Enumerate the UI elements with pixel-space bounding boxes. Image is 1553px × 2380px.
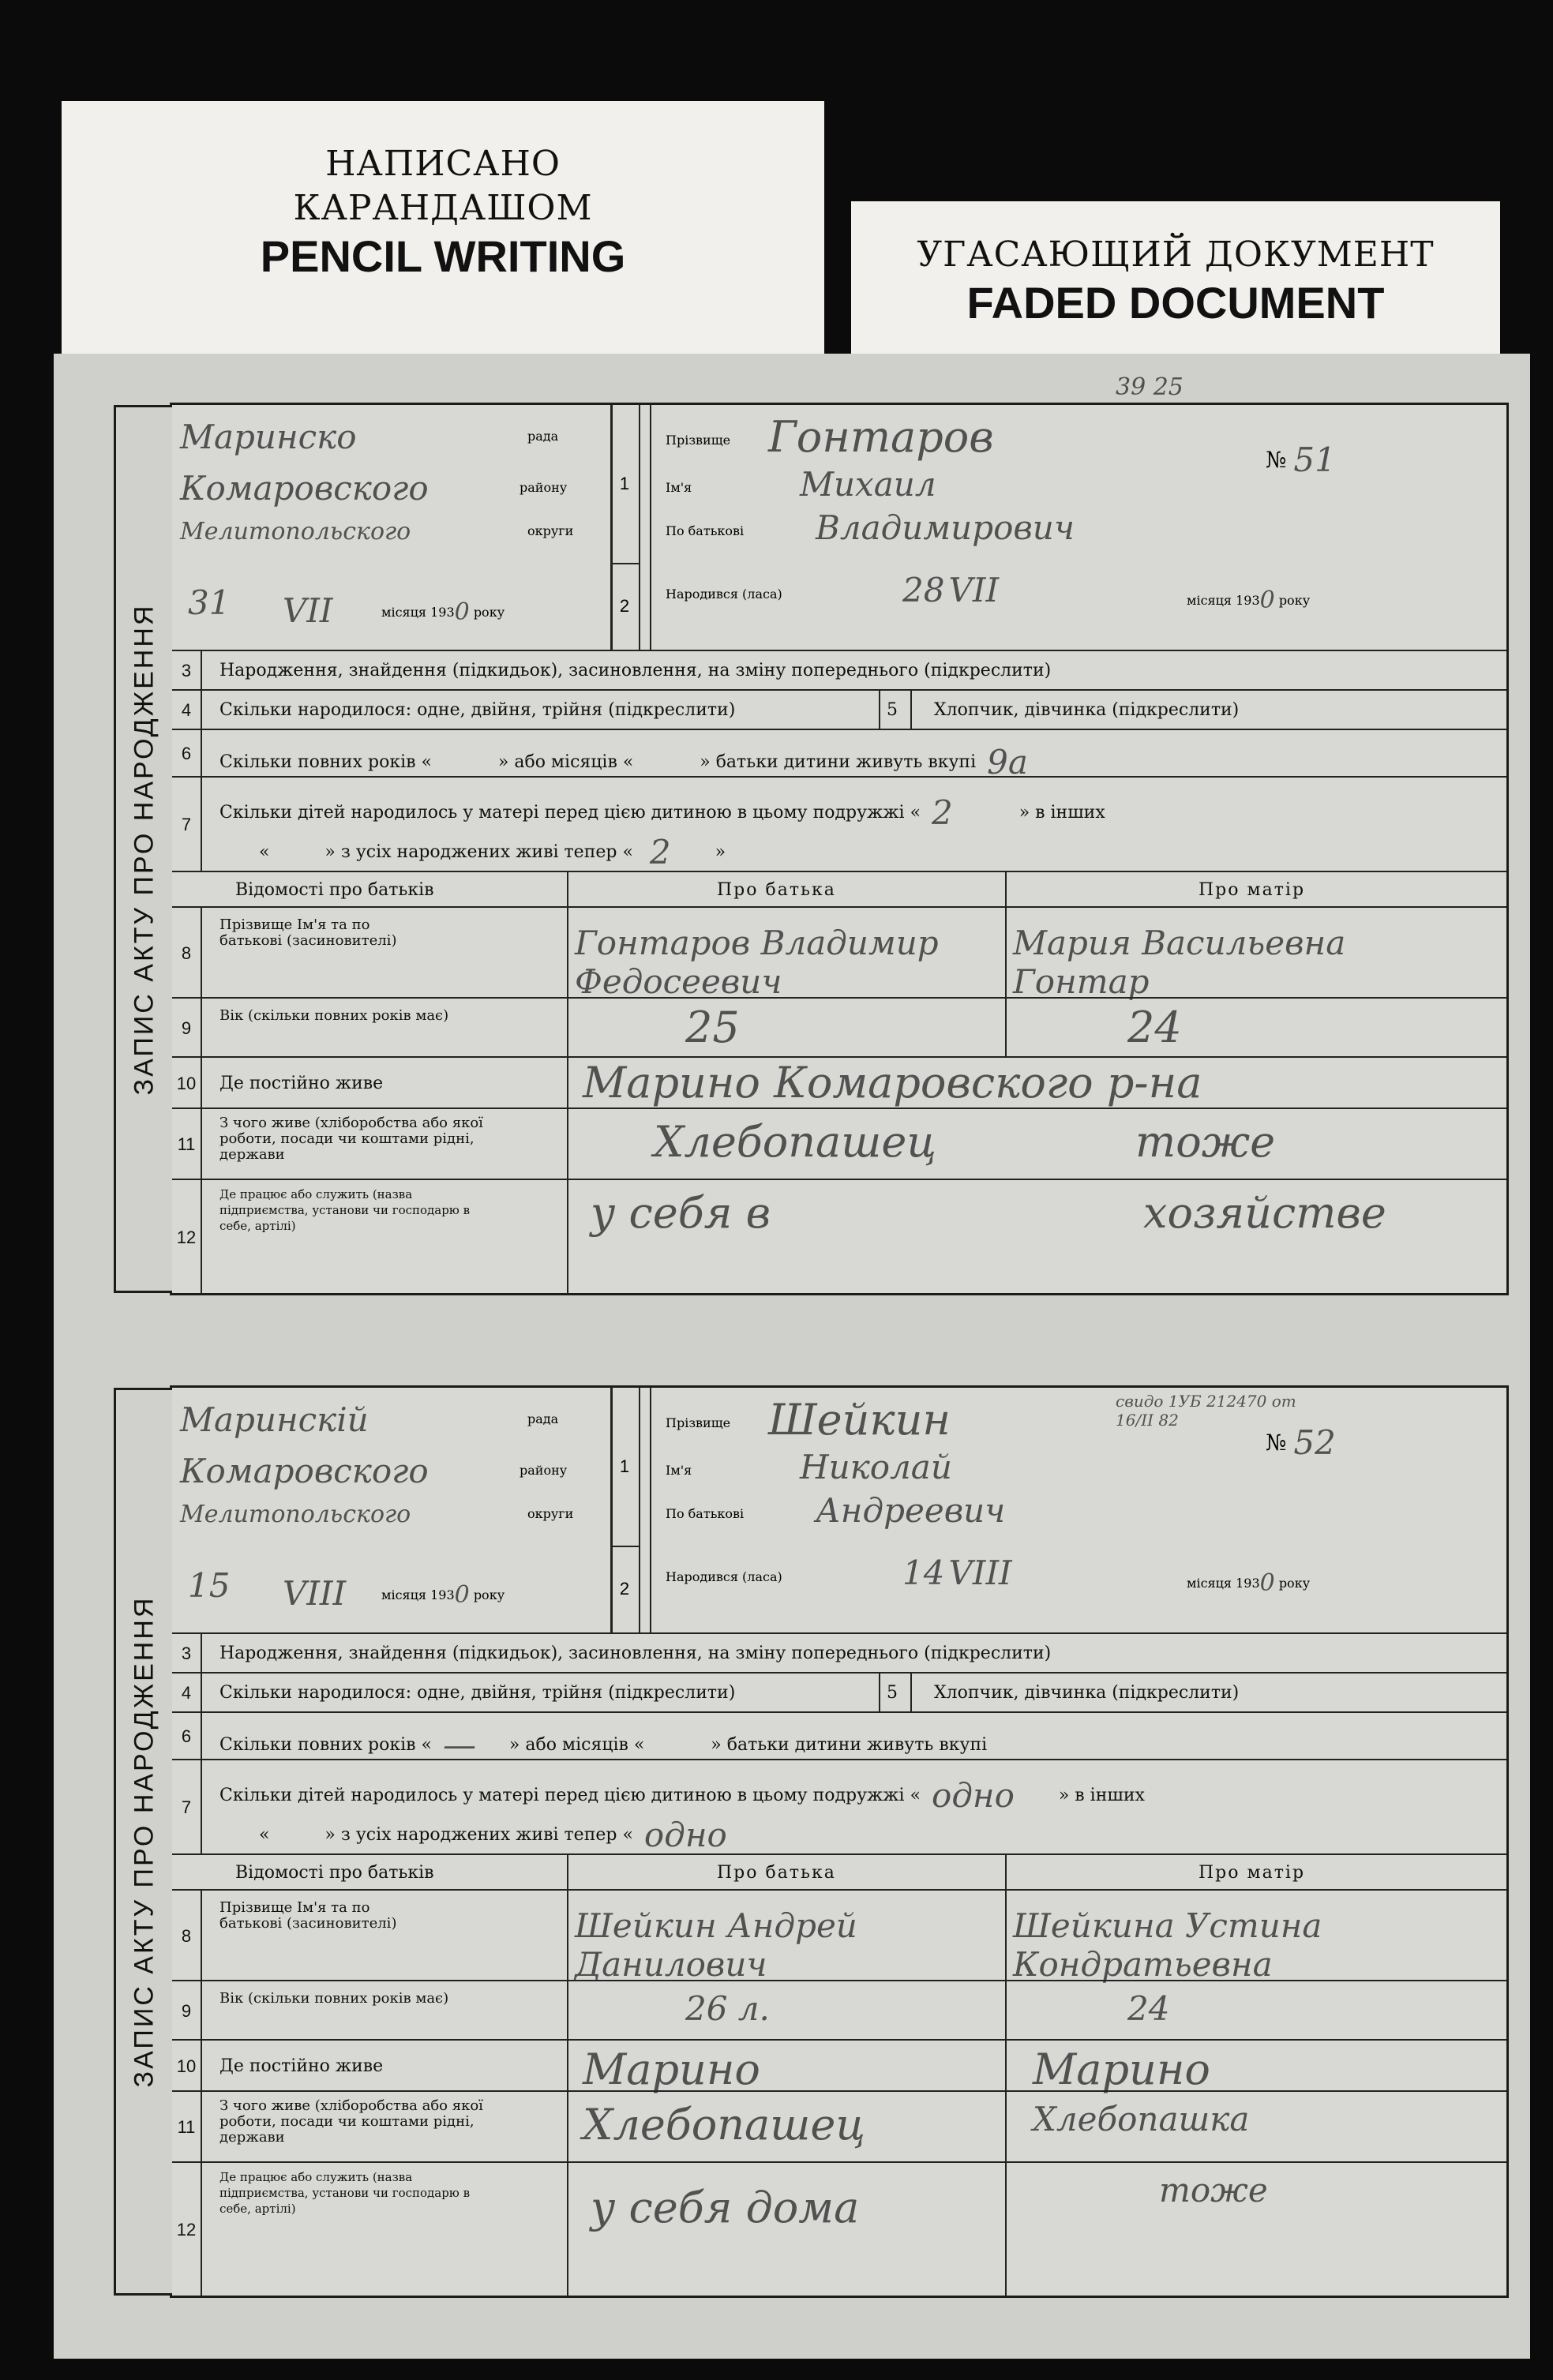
mother-income-handwriting: тоже bbox=[1135, 1117, 1276, 1167]
child-identity-block: 1 2 Прізвище Шейкин Ім'я Николай По батькові Андреевич № 52 свидо 1УБ 212470 от 16/II 82 Народився (ласа) 14 VIII місяця 193 0 року bbox=[610, 1388, 1506, 1632]
raion-handwriting: Комаровского bbox=[180, 1451, 429, 1490]
row6-text-a: Скільки повних років « bbox=[219, 752, 432, 772]
row6-text-c: » батьки дитини живуть вкупі bbox=[700, 752, 977, 772]
birth-record-51: ЗАПИС АКТУ ПРО НАРОДЖЕННЯ Маринско рада Комаровского району Мелитопольского округи 31 VII місяця 193 0 року 1 2 Прізвище Гонтаров Ім'я Михаил По батькові Владимирович № 51 39 25 Народився (ласа) 28 VII місяця 193 0 року 3 Народження, знайдення (підкидьок), засиновлення, на зміну попереднього (підкреслити) 4 Скільки народилося: одне, двійня, трійня (підкреслити) 5 Хлопчик, дівчинка (підкреслити) 6 Скільки повних років « » або місяців « » батьки дитини живуть вкупі 9а 7 Скільки дітей народилось у матері перед цією дитиною в цьому подружжі « 2 » в інших « » з усіх народжених живі тепер « 2 » Відомості про батьків Про батька Про матір 8 Прізвище Ім'я та по батькові (засиновителі) Гонтаров Владимир Федосеевич Мария Васильевна Гонтар 9 Вік (скільки повних років має) 25 24 10 Де постійно живе Марино Комаровского р-на 11 З чого живе (хліборобства або якої роботи, посади чи коштами рідні, держави Хлебопашец тоже 12 Де працює або служить (назва підприємства, установи чи господарю в себе, артілі) у себя в хозяйстве bbox=[170, 403, 1509, 1295]
birth-record-52: ЗАПИС АКТУ ПРО НАРОДЖЕННЯ Маринскій рада Комаровского району Мелитопольского округи 15 VIII місяця 193 0 року 1 2 Прізвище Шейкин Ім'я Николай По батькові Андреевич № 52 свидо 1УБ 212470 от 16/II 82 Народився (ласа) 14 VIII місяця 193 0 року 3 Народження, знайдення (підкидьок), засиновлення, на зміну попереднього (підкреслити) 4 Скільки народилося: одне, двійня, трійня (підкреслити) 5 Хлопчик, дівчинка (підкреслити) 6 Скільки повних років « — » або місяців « » батьки дитини живуть вкупі 7 Скільки дітей народилось у матері перед цією дитиною в цьому подружжі « одно » в інших « » з усіх народжених живі тепер « одно Відомості про батьків Про батька Про матір 8 Прізвище Ім'я та по батькові (засиновителі) Шейкин Андрей Данилович Шейкина Устина Кондратьевна 9 Вік (скільки повних років має) 26 л. 24 10 Де постійно живе Марино Марино 11 З чого живе (хліборобства або якої роботи, посади чи коштами рідні, держави Хлебопашец Хлебопашка 12 Де працює або служить (назва підприємства, установи чи господарю в себе, артілі) у себя дома тоже bbox=[170, 1385, 1509, 2298]
date-day-handwriting: 15 bbox=[188, 1565, 231, 1605]
surname-handwriting: Шейкин bbox=[768, 1394, 951, 1445]
pencil-label-en: PENCIL WRITING bbox=[260, 231, 626, 281]
born-year-label: року bbox=[1278, 1576, 1311, 1591]
faded-label-en: FADED DOCUMENT bbox=[966, 278, 1385, 328]
mother-age-handwriting: 24 bbox=[1127, 1989, 1170, 2028]
record-number-handwriting: 51 bbox=[1293, 440, 1336, 479]
surname-label: Прізвище bbox=[666, 1415, 731, 1430]
row4-text: Скільки народилося: одне, двійня, трійня (підкреслити) bbox=[219, 700, 736, 720]
number-label: № bbox=[1266, 1430, 1287, 1456]
pencil-writing-label bbox=[62, 101, 824, 354]
born-year-handwriting: 0 bbox=[1259, 587, 1275, 614]
born-label: Народився (ласа) bbox=[666, 587, 782, 602]
parents-header: Відомості про батьків bbox=[235, 880, 434, 900]
father-name-handwriting: Шейкин Андрей Данилович bbox=[575, 1906, 857, 1984]
father-work-handwriting: у себя дома bbox=[591, 2183, 860, 2232]
raion-handwriting: Комаровского bbox=[180, 468, 429, 508]
rada-handwriting: Маринскій bbox=[180, 1400, 369, 1439]
row7-text-a: Скільки дітей народилось у матері перед цією дитиною в цьому подружжі « bbox=[219, 1786, 921, 1805]
row6-text-b: » або місяців « bbox=[497, 752, 634, 772]
row8-label: Прізвище Ім'я та по батькові (засиновителі) bbox=[219, 1899, 397, 1932]
row9-label: Вік (скільки повних років має) bbox=[219, 1007, 449, 1024]
born-month-label: місяця 193 bbox=[1187, 593, 1260, 608]
row7-text-c: « bbox=[259, 1825, 270, 1845]
row12-label: Де працює або служить (назва підприємства, установи чи господарю в себе, артілі) bbox=[219, 2170, 471, 2216]
born-year-handwriting: 0 bbox=[1259, 1569, 1275, 1597]
corner-note-handwriting: 39 25 bbox=[1116, 373, 1184, 401]
row8-label: Прізвище Ім'я та по батькові (засиновителі) bbox=[219, 916, 397, 949]
child-identity-block: 1 2 Прізвище Гонтаров Ім'я Михаил По батькові Владимирович № 51 39 25 Народився (ласа) 28 VII місяця 193 0 року bbox=[610, 405, 1506, 650]
rada-handwriting: Маринско bbox=[180, 417, 357, 456]
mother-work-handwriting: хозяйстве bbox=[1143, 1188, 1386, 1238]
father-work-handwriting: у себя в bbox=[591, 1188, 771, 1238]
parents-header: Відомості про батьків bbox=[235, 1863, 434, 1883]
registry-office-block bbox=[172, 1388, 613, 1632]
date-day-handwriting: 31 bbox=[188, 583, 231, 622]
patronymic-handwriting: Андреевич bbox=[816, 1490, 1006, 1530]
month-label: місяця 193 bbox=[381, 605, 455, 620]
raion-label: району bbox=[520, 480, 568, 495]
record-side-title: ЗАПИС АКТУ ПРО НАРОДЖЕННЯ bbox=[114, 405, 172, 1293]
mother-work-handwriting: тоже bbox=[1159, 2171, 1268, 2209]
born-year-label: року bbox=[1278, 593, 1311, 608]
row7-handwriting-2: 2 bbox=[649, 833, 671, 871]
born-day-handwriting: 14 bbox=[902, 1554, 945, 1592]
father-name-handwriting: Гонтаров Владимир Федосеевич bbox=[575, 924, 939, 1001]
row6-handwriting: 9а bbox=[987, 743, 1028, 781]
father-income-handwriting: Хлебопашец bbox=[654, 1117, 937, 1167]
faded-label-ru: УГАСАЮЩИЙ ДОКУМЕНТ bbox=[917, 234, 1435, 275]
row9-label: Вік (скільки повних років має) bbox=[219, 1990, 449, 2007]
name-handwriting: Николай bbox=[800, 1447, 952, 1486]
patronymic-label: По батькові bbox=[666, 1506, 745, 1521]
born-month-handwriting: VII bbox=[948, 571, 1000, 609]
mother-header: Про матір bbox=[1199, 1863, 1306, 1883]
father-income-handwriting: Хлебопашец bbox=[583, 2100, 866, 2149]
year-label: року bbox=[473, 1587, 505, 1602]
row10-label: Де постійно живе bbox=[219, 2056, 384, 2076]
record-side-title: ЗАПИС АКТУ ПРО НАРОДЖЕННЯ bbox=[114, 1388, 172, 2296]
row7-handwriting-1: 2 bbox=[932, 793, 953, 832]
row6-text-a: Скільки повних років « bbox=[219, 1735, 432, 1755]
patronymic-label: По батькові bbox=[666, 523, 745, 538]
year-label: року bbox=[473, 605, 505, 620]
okrug-handwriting: Мелитопольского bbox=[180, 517, 411, 545]
name-handwriting: Михаил bbox=[800, 464, 936, 504]
row6-text-c: » батьки дитини живуть вкупі bbox=[711, 1735, 988, 1755]
surname-label: Прізвище bbox=[666, 433, 731, 448]
row11-label: З чого живе (хліборобства або якої роботи, посади чи коштами рідні, держави bbox=[219, 1115, 483, 1163]
patronymic-handwriting: Владимирович bbox=[816, 508, 1075, 547]
father-header: Про батька bbox=[717, 1863, 836, 1883]
rada-label: рада bbox=[527, 1411, 559, 1426]
row10-label: Де постійно живе bbox=[219, 1074, 384, 1093]
name-label: Ім'я bbox=[666, 480, 692, 495]
year-digit-handwriting: 0 bbox=[454, 598, 470, 626]
date-month-handwriting: VIII bbox=[283, 1573, 347, 1613]
okrug-label: округи bbox=[527, 1506, 574, 1521]
rada-label: рада bbox=[527, 429, 559, 444]
row7-text-b: » в інших bbox=[1058, 1786, 1145, 1805]
row3-text: Народження, знайдення (підкидьок), засиновлення, на зміну попереднього (підкреслити) bbox=[219, 1644, 1052, 1663]
row6-handwriting: — bbox=[442, 1726, 476, 1764]
mother-header: Про матір bbox=[1199, 880, 1306, 900]
row11-label: З чого живе (хліборобства або якої роботи, посади чи коштами рідні, держави bbox=[219, 2097, 483, 2146]
residence-handwriting: Марино Комаровского р-на bbox=[583, 1058, 1202, 1108]
okrug-handwriting: Мелитопольского bbox=[180, 1500, 411, 1528]
row7-text-a: Скільки дітей народилось у матері перед цією дитиною в цьому подружжі « bbox=[219, 803, 921, 823]
date-month-handwriting: VII bbox=[283, 590, 333, 630]
mother-income-handwriting: Хлебопашка bbox=[1033, 2100, 1250, 2138]
record-number-handwriting: 52 bbox=[1293, 1423, 1336, 1462]
father-age-handwriting: 26 л. bbox=[685, 1989, 770, 2028]
month-label: місяця 193 bbox=[381, 1587, 455, 1602]
registry-office-block bbox=[172, 405, 613, 650]
born-day-handwriting: 28 bbox=[902, 571, 945, 609]
number-label: № bbox=[1266, 447, 1287, 473]
row6-text-b: » або місяців « bbox=[508, 1735, 645, 1755]
surname-handwriting: Гонтаров bbox=[768, 411, 994, 462]
mother-name-handwriting: Мария Васильевна Гонтар bbox=[1013, 924, 1346, 1001]
row7-text-d: » з усіх народжених живі тепер « bbox=[324, 1825, 633, 1845]
okrug-label: округи bbox=[527, 523, 574, 538]
residence-handwriting: Марино bbox=[583, 2045, 760, 2094]
faded-document-label bbox=[851, 201, 1500, 371]
born-month-handwriting: VIII bbox=[948, 1554, 1012, 1592]
row7-text-d: » з усіх народжених живі тепер « bbox=[324, 842, 633, 862]
row4-text: Скільки народилося: одне, двійня, трійня (підкреслити) bbox=[219, 1683, 736, 1703]
row5-text: Хлопчик, дівчинка (підкреслити) bbox=[934, 700, 1240, 720]
row7-text-b: » в інших bbox=[1018, 803, 1105, 823]
pencil-label-ru-1: НАПИСАНО bbox=[325, 144, 561, 184]
row5-text: Хлопчик, дівчинка (підкреслити) bbox=[934, 1683, 1240, 1703]
row7-handwriting-1: одно bbox=[932, 1776, 1015, 1815]
father-age-handwriting: 25 bbox=[685, 1003, 740, 1052]
mother-age-handwriting: 24 bbox=[1127, 1003, 1182, 1052]
pencil-label-ru-2: КАРАНДАШОМ bbox=[293, 188, 593, 228]
father-header: Про батька bbox=[717, 880, 836, 900]
year-digit-handwriting: 0 bbox=[454, 1581, 470, 1609]
born-month-label: місяця 193 bbox=[1187, 1576, 1260, 1591]
born-label: Народився (ласа) bbox=[666, 1569, 782, 1584]
row7-text-c: « bbox=[259, 842, 270, 862]
row3-text: Народження, знайдення (підкидьок), засиновлення, на зміну попереднього (підкреслити) bbox=[219, 661, 1052, 680]
name-label: Ім'я bbox=[666, 1463, 692, 1478]
row7-text-e: » bbox=[715, 842, 726, 862]
row7-handwriting-2: одно bbox=[643, 1816, 727, 1854]
mother-residence-handwriting: Марино bbox=[1033, 2045, 1210, 2094]
row12-label: Де працює або служить (назва підприємства, установи чи господарю в себе, артілі) bbox=[219, 1187, 471, 1233]
raion-label: району bbox=[520, 1463, 568, 1478]
corner-note-handwriting: свидо 1УБ 212470 от 16/II 82 bbox=[1116, 1392, 1296, 1430]
mother-name-handwriting: Шейкина Устина Кондратьевна bbox=[1013, 1906, 1322, 1984]
